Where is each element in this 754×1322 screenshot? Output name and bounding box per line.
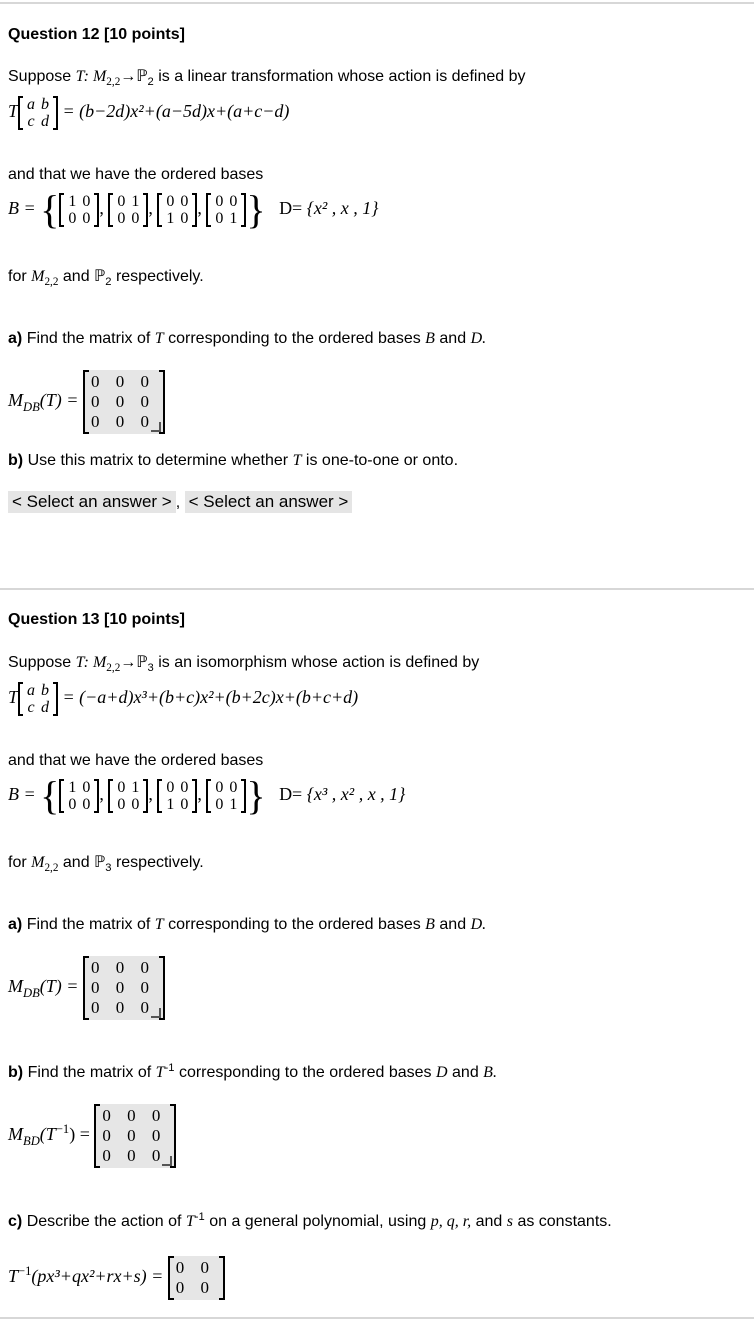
q13-c-expr: $T^{-1}(px^3+qx^2+rx+s)$ = 0 0 0 0 <box>8 1256 225 1300</box>
resize-handle-icon[interactable] <box>151 1008 161 1018</box>
q12-basis-D: {x² , x , 1} <box>306 198 379 219</box>
q13-mdb-input-grid[interactable]: 0 0 0 0 0 0 0 0 0 <box>83 956 165 1020</box>
bottom-divider <box>0 1317 754 1319</box>
q12-answers: < Select an answer > , < Select an answer > <box>8 491 352 513</box>
q13-mbd-input-grid[interactable]: 0 0 0 0 0 0 0 0 0 <box>94 1104 176 1168</box>
q13-c-input-grid[interactable]: 0 0 0 0 <box>168 1256 225 1300</box>
q12-title: Question 12 [10 points] <box>8 26 185 43</box>
q12-abcd-matrix: a b c d <box>18 96 58 130</box>
q13-action: T a b c d = (−a+d)x³+(b+c)x²+(b+2c)x+(b+c+d) <box>8 682 359 716</box>
q12-bases-text: and that we have the ordered bases <box>8 166 264 183</box>
question-divider <box>0 588 754 590</box>
q12-select-onto[interactable]: < Select an answer > <box>185 491 353 513</box>
q12-for-text: for $M_{2,2}$ and ℙ$_2$ respectively. <box>8 268 204 288</box>
q12-part-a: a) Find the matrix of T corresponding to the ordered bases B and D. <box>8 330 487 347</box>
q13-part-b: b) Find the matrix of $T^{-1}$ corresponding to the ordered bases D and B. <box>8 1061 497 1081</box>
q13-part-a: a) Find the matrix of T corresponding to the ordered bases B and D. <box>8 916 487 933</box>
q13-mdb: $M_{DB}(T)$ = 0 0 0 0 0 0 0 0 0 <box>8 956 165 1020</box>
q12-mdb-input-grid[interactable]: 0 0 0 0 0 0 0 0 0 <box>83 370 165 434</box>
q13-for-text: for $M_{2,2}$ and ℙ$_3$ respectively. <box>8 854 204 874</box>
q13-basis-D: {x³ , x² , x , 1} <box>306 784 406 805</box>
q12-action: T a b c d = (b−2d)x²+(a−5d)x+(a+c−d) <box>8 96 290 130</box>
q13-abcd-matrix: a b c d <box>18 682 58 716</box>
q13-mbd: $M_{BD}(T^{-1})$ = 0 0 0 0 0 0 0 0 0 <box>8 1104 176 1168</box>
top-divider <box>0 2 754 4</box>
resize-handle-icon[interactable] <box>162 1156 172 1166</box>
q13-bases-text: and that we have the ordered bases <box>8 752 264 769</box>
q13-intro: Suppose T: $M_{2,2}\to ℙ_3$ is an isomorphism whose action is defined by <box>8 654 480 674</box>
q12-basis-B: B = { 1 0 0 0 , 0 1 0 0 , 0 0 1 0 , 0 0 0 1 } D= {x² , x , 1} <box>8 187 379 232</box>
resize-handle-icon[interactable] <box>151 422 161 432</box>
q12-part-b: b) Use this matrix to determine whether T is one-to-one or onto. <box>8 452 459 469</box>
q13-part-c: c) Describe the action of $T^{-1}$ on a general polynomial, using p, q, r, and s as constants. <box>8 1210 612 1230</box>
q12-select-one-to-one[interactable]: < Select an answer > <box>8 491 176 513</box>
q13-title: Question 13 [10 points] <box>8 611 185 628</box>
q12-mdb: $M_{DB}(T)$ = 0 0 0 0 0 0 0 0 0 <box>8 370 165 434</box>
q13-basis-B: B = { 1 0 0 0 , 0 1 0 0 , 0 0 1 0 , 0 0 0 1 } D= {x³ , x² , x , 1} <box>8 773 406 818</box>
q12-intro: Suppose T: $M_{2,2}\to ℙ_2$ is a linear transformation whose action is defined by <box>8 68 526 88</box>
